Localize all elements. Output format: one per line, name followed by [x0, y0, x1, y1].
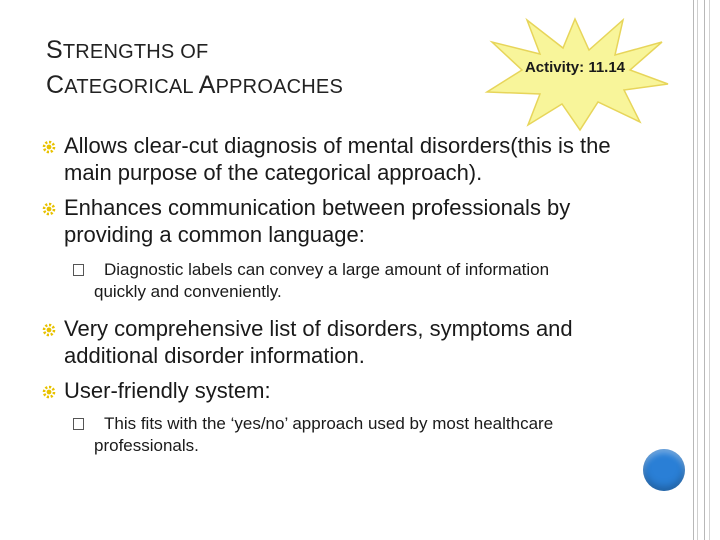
square-icon — [73, 264, 84, 276]
gear-icon — [42, 385, 56, 399]
title-line-2: CATEGORICAL APPROACHES — [46, 71, 343, 99]
gear-icon — [42, 140, 56, 154]
square-icon — [73, 418, 84, 430]
border-line — [709, 0, 710, 540]
gear-icon — [42, 323, 56, 337]
bullet-item: Enhances communication between professionals by providing a common language: — [64, 195, 571, 247]
blue-circle-decoration — [643, 449, 685, 491]
border-line — [697, 0, 698, 540]
slide-title — [46, 34, 343, 104]
border-line — [693, 0, 694, 540]
bullet-item: Allows clear-cut diagnosis of mental disorders(this is the main purpose of the categorical approach). — [64, 133, 611, 185]
title-line-1: STRENGTHS OF — [46, 36, 209, 64]
activity-label: Activity: 11.14 — [524, 59, 626, 76]
bullet-item: Very comprehensive list of disorders, symptoms and additional disorder information. — [64, 316, 573, 368]
bullet-item: User-friendly system: — [64, 378, 271, 403]
sub-bullet-item: Diagnostic labels can convey a large amount of information quickly and conveniently. — [94, 260, 550, 301]
border-line — [704, 0, 705, 540]
sub-bullet-item: This fits with the ‘yes/no’ approach used by most healthcare professionals. — [94, 414, 554, 455]
gear-icon — [42, 202, 56, 216]
